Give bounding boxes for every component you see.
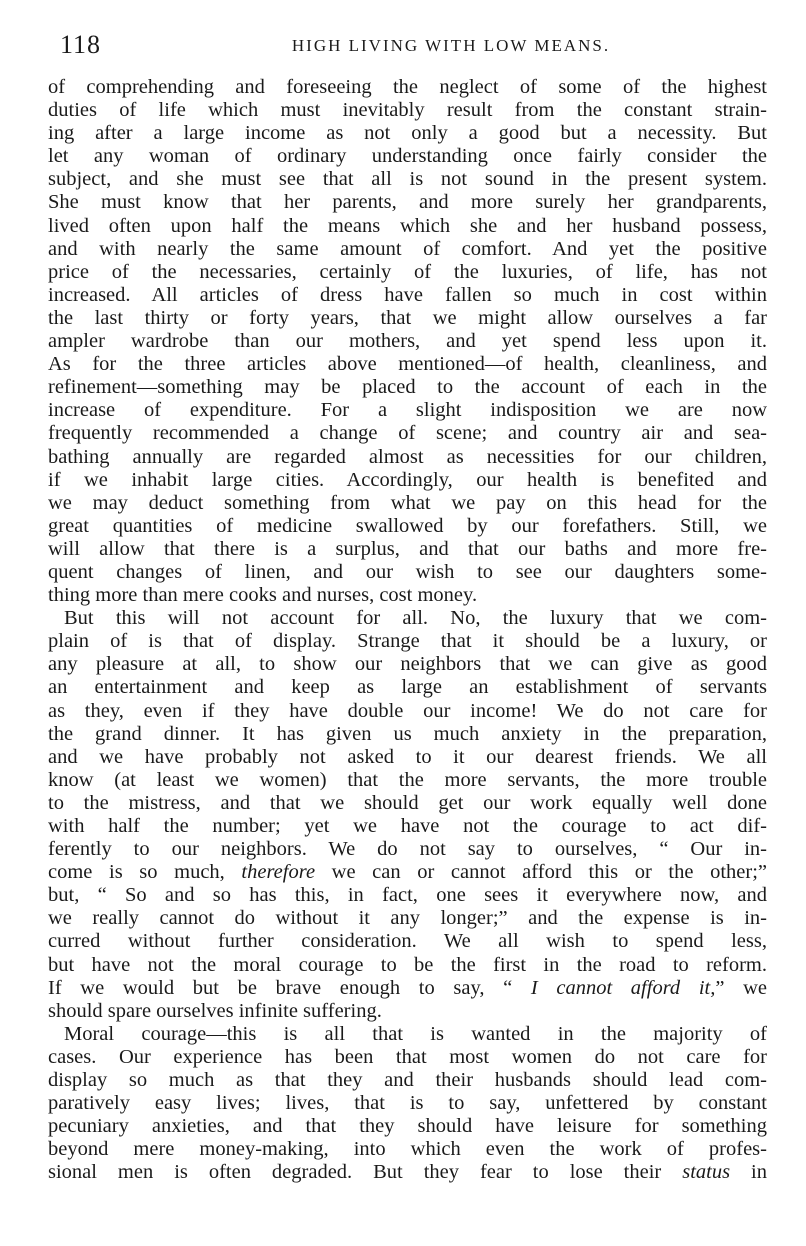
text-line: and with nearly the same amount of comfort. And yet the positive <box>48 237 767 260</box>
text-line: display so much as that they and their husbands should lead com- <box>48 1069 767 1092</box>
text-line: increase of expenditure. For a slight indisposition we are now <box>48 399 767 422</box>
text-line: with half the number; yet we have not the courage to act dif- <box>48 815 767 837</box>
text-line: ampler wardrobe than our mothers, and yet spend less upon it. <box>48 330 767 353</box>
text-line: the grand dinner. It has given us much anxiety in the preparation, <box>48 722 767 745</box>
text-segment: If we would but be brave enough to say, “ <box>48 976 531 999</box>
text-line: increased. All articles of dress have fallen so much in cost within <box>48 283 767 306</box>
text-line: cases. Our experience has been that most women do not care for <box>48 1045 767 1068</box>
text-segment: in <box>730 1161 767 1184</box>
text-line: price of the necessaries, certainly of the luxuries, of life, has not <box>48 260 767 283</box>
text-line: She must know that her parents, and more surely her grandparents, <box>48 191 767 214</box>
text-line: As for the three articles above mentioned—of health, cleanliness, and <box>48 353 767 376</box>
text-line: Moral courage—this is all that is wanted in the majority of <box>64 1022 767 1045</box>
text-segment: sional men is often degraded. But they fear to lose their <box>48 1161 683 1184</box>
text-segment: come is so much, <box>48 861 242 884</box>
text-line: quent changes of linen, and our wish to see our daughters some- <box>48 560 767 583</box>
text-line: the last thirty or forty years, that we might allow ourselves a far <box>48 306 767 329</box>
text-line: any pleasure at all, to show our neighbors that we can give as good <box>48 653 767 676</box>
text-line: curred without further consideration. We all wish to spend less, <box>48 930 767 953</box>
italic-text: I cannot afford it, <box>530 976 716 999</box>
text-line: subject, and she must see that all is not sound in the present system. <box>48 168 767 191</box>
page-header <box>60 30 772 60</box>
text-line <box>48 977 767 1000</box>
text-line: if we inhabit large cities. Accordingly, our health is benefited and <box>48 468 767 491</box>
text-line: great quantities of medicine swallowed by our forefathers. Still, we <box>48 514 767 537</box>
text-line: and we have probably not asked to it our dearest friends. We all <box>48 745 767 768</box>
running-title: HIGH LIVING WITH LOW MEANS. <box>291 36 611 55</box>
text-line: bathing annually are regarded almost as necessities for our children, <box>48 445 767 468</box>
text-line: paratively easy lives; lives, that is to say, unfettered by constant <box>48 1092 767 1115</box>
text-line: ferently to our neighbors. We do not say to ourselves, “ Our in- <box>48 838 767 861</box>
italic-text: status <box>682 1161 731 1184</box>
text-line: to the mistress, and that we should get our work equally well done <box>48 791 767 814</box>
text-line: lived often upon half the means which she and her husband possess, <box>48 214 767 237</box>
text-segment: ” we <box>715 976 767 999</box>
text-line: frequently recommended a change of scene; and country air and sea- <box>48 422 767 445</box>
text-line: thing more than mere cooks and nurses, cost money. <box>48 584 478 607</box>
text-line: but, “ So and so has this, in fact, one sees it everywhere now, and <box>48 884 767 907</box>
text-line: beyond mere money-making, into which even the work of profes- <box>48 1138 767 1161</box>
page-number: 118 <box>60 30 102 59</box>
text-line: know (at least we women) that the more servants, the more trouble <box>48 768 767 791</box>
text-line: duties of life which must inevitably result from the constant strain- <box>48 99 767 122</box>
text-line: but have not the moral courage to be the first in the road to reform. <box>48 953 767 976</box>
text-line: of comprehending and foreseeing the neglect of some of the highest <box>48 76 767 98</box>
text-line: plain of is that of display. Strange that it should be a luxury, or <box>48 630 767 653</box>
text-line: should spare ourselves infinite suffering. <box>48 999 382 1022</box>
text-segment: we can or cannot afford this or the other;” <box>315 861 767 884</box>
text-line: we may deduct something from what we pay on this head for the <box>48 491 767 514</box>
text-line: as they, even if they have double our income! We do not care for <box>48 699 767 722</box>
italic-text: therefore <box>241 861 316 884</box>
text-line: an entertainment and keep as large an establishment of servants <box>48 676 767 699</box>
text-line: we really cannot do without it any longer;” and the expense is in- <box>48 907 767 930</box>
text-line: ing after a large income as not only a good but a necessity. But <box>48 122 767 145</box>
text-line: let any woman of ordinary understanding once fairly consider the <box>48 145 767 168</box>
text-line: will allow that there is a surplus, and that our baths and more fre- <box>48 537 767 560</box>
text-line: pecuniary anxieties, and that they should have leisure for something <box>48 1115 767 1138</box>
body-text <box>48 76 767 1185</box>
text-line: refinement—something may be placed to the account of each in the <box>48 376 767 399</box>
text-line <box>48 861 767 884</box>
text-line <box>48 1161 767 1184</box>
text-line: But this will not account for all. No, the luxury that we com- <box>64 607 767 630</box>
